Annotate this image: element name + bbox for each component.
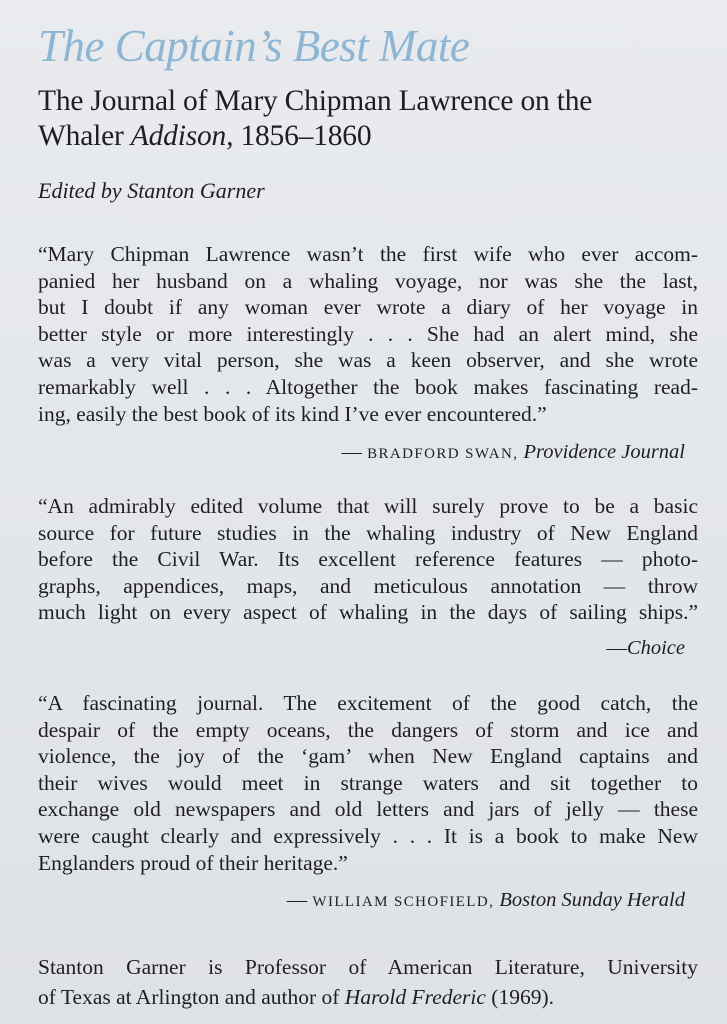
bio-line-2-post: (1969). (485, 985, 554, 1009)
quote-line: their wives would meet in strange waters and sit together to (38, 770, 698, 795)
attribution-dash: — (606, 637, 627, 659)
review-source: Boston Sunday Herald (499, 889, 685, 911)
attribution-dash: — (341, 441, 368, 463)
review-source: Choice (626, 637, 685, 659)
quote-line: was a very vital person, she was a keen observer, and she wrote (38, 348, 698, 373)
quote-line: were caught clearly and expressively . . . It is a book to make New (38, 823, 698, 848)
quote-line: remarkably well . . . Altogether the book makes fascinating read- (38, 374, 698, 399)
attribution-dash: — (286, 889, 313, 911)
quote-line: graphs, appendices, maps, and meticulous annotation — throw (38, 573, 698, 598)
quote-line: violence, the joy of the ‘gam’ when New England captains and (38, 744, 698, 769)
quote-line: better style or more interestingly . . . She had an alert mind, she (38, 321, 698, 346)
book-title: The Captain’s Best Mate (38, 21, 470, 71)
quote-line: but I doubt if any woman ever wrote a diary of her voyage in (38, 295, 698, 320)
quote-line: “A fascinating journal. The excitement of the good catch, the (38, 691, 698, 715)
subtitle-line-1: The Journal of Mary Chipman Lawrence on the (38, 85, 593, 117)
quote-line: before the Civil War. Its excellent reference features — photo- (38, 547, 698, 572)
quote-line: source for future studies in the whaling industry of New England (38, 520, 698, 545)
bio-line-2 (38, 982, 698, 1012)
bio-line-1: Stanton Garner is Professor of American Literature, University (38, 955, 698, 979)
subtitle-line-2-pre: Whaler (38, 120, 131, 152)
quote-line: Englanders proud of their heritage.” (38, 850, 348, 875)
quote-line: “Mary Chipman Lawrence wasn’t the first wife who ever accom- (38, 242, 698, 266)
ship-name: Addison, (130, 120, 234, 152)
bio-line-2-pre: of Texas at Arlington and author of (38, 985, 345, 1009)
book-subtitle (38, 84, 592, 154)
quote-line: “An admirably edited volume that will surely prove to be a basic (38, 494, 698, 518)
quote-line: much light on every aspect of whaling in the days of sailing ships.” (38, 600, 698, 625)
review-source: Providence Journal (523, 441, 685, 463)
review-attribution-3 (287, 886, 685, 916)
author-bio (38, 952, 698, 1012)
quote-line: ing, easily the best book of its kind I’ve ever encountered.” (38, 401, 547, 426)
review-attribution-1 (341, 438, 685, 468)
quote-line: despair of the empty oceans, the dangers of storm and ice and (38, 717, 698, 742)
review-quote-3 (38, 690, 698, 876)
book-reference: Harold Frederic (344, 985, 486, 1009)
review-quote-1 (38, 241, 698, 427)
reviewer-name: BRADFORD SWAN, (367, 446, 519, 462)
reviewer-name: WILLIAM SCHOFIELD, (312, 894, 495, 910)
subtitle-years: 1856–1860 (233, 120, 372, 152)
editor-credit: Edited by Stanton Garner (38, 178, 265, 203)
subtitle-line-2 (38, 119, 592, 154)
quote-line: exchange old newspapers and old letters and jars of jelly — these (38, 797, 698, 822)
quote-line: panied her husband on a whaling voyage, nor was she the last, (38, 268, 698, 293)
review-attribution-2 (606, 634, 685, 662)
review-quote-2 (38, 493, 698, 626)
